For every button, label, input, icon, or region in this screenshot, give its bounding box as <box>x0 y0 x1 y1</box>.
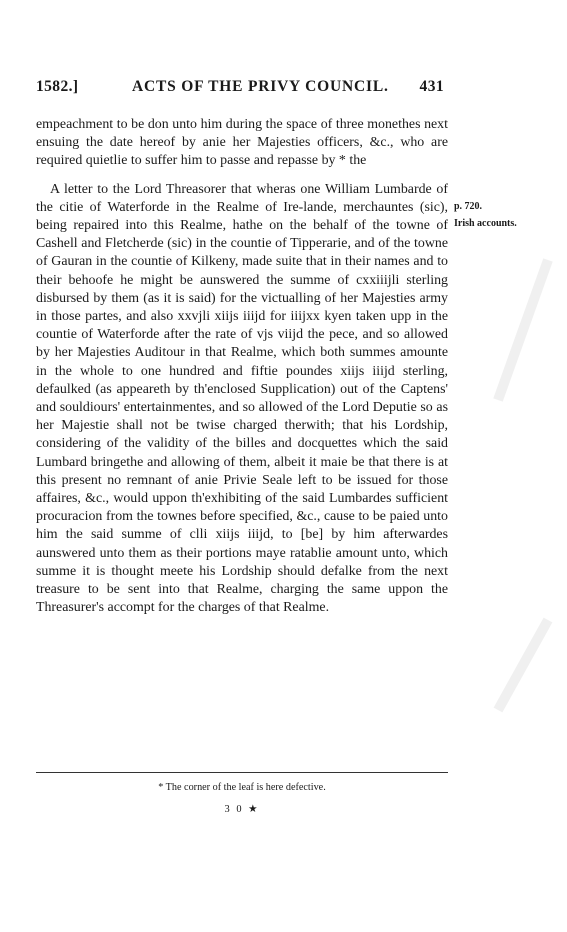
page-number: 431 <box>419 78 444 95</box>
paragraph-letter: A letter to the Lord Threasorer that wheras one William Lumbarde of the citie of Waterforde in the Realme of Ire-lande, merchauntes (sic), being repaired into this Realme, hathe on the behalf of the towne of Cashell and Fletcherde (sic) in the countie of Tipperarie, and of the towne of Gauran in the countie of Kilkeny, made suite that in their names and to their behoofe he might be aunswered the summe of cxxiiijli sterling disbursed by them (as it is said) for the victualling of her Majesties army in those partes, and also xxvjli xiijs iiijd for iiijxx kyen taken upp in the countie of Waterforde after the rate of vjs viijd the pece, and so allowed by her Majesties Auditour in that Realme, which both summes amounte in the whole to one hundred and fiftie poundes xiijs iiijd sterling, defaulked (as appeareth by th'enclosed Supplication) out of the Captens' and souldiours' entertainmentes, and so allowed of the Lord Deputie so as her Majestie shall not be twise charged therwith; that his Lordship, considering of the validity of the billes and docquettes which the said Lumbard bringethe and allowing of them, albeit it maie be that there is at this present no remnant of anie Privie Seale left to be issued for those affaires, &c., would uppon th'exhibiting of the said Lumbardes sufficient procuracion from the townes before specified, &c., cause to be paied unto him the said summe of clli xiijs iiijd, to [be] by him afterwardes aunswered unto them as their portions maye ratablie amount unto, which summe it is thought meete his Lordship should defalke from the next treasure to be sent into that Realme, charging the same uppon the Threasurer's accompt for the charges of that Realme. <box>36 181 448 616</box>
header-year: 1582.] <box>36 78 79 95</box>
footnote-rule <box>36 772 448 773</box>
header-title: ACTS OF THE PRIVY COUNCIL. <box>132 78 389 95</box>
margin-page-ref: p. 720. <box>454 201 483 212</box>
footnote: * The corner of the leaf is here defective. <box>158 782 326 793</box>
body-text <box>36 116 448 617</box>
paragraph-continuation: empeachment to be don unto him during the space of three monethes next ensuing the date hereof by anie her Majesties officers, &c., who are required quietlie to suffer him to passe and repasse by * the <box>36 117 448 169</box>
running-header <box>36 78 444 100</box>
watermark-icon <box>488 250 558 410</box>
signature-mark: 3 0 ★ <box>224 804 260 815</box>
watermark-icon <box>488 610 558 720</box>
margin-topic: Irish accounts. <box>454 218 517 229</box>
